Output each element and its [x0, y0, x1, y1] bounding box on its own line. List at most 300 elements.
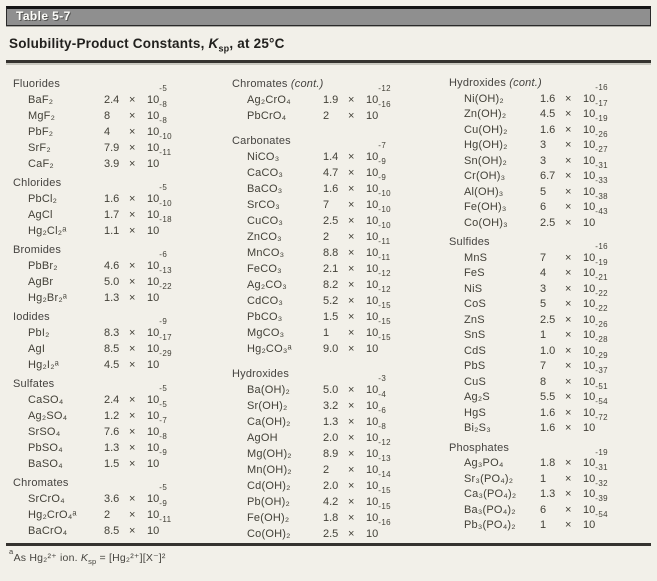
- times-sign: ×: [129, 110, 136, 122]
- ksp-mantissa: 8.8: [323, 247, 339, 259]
- times-sign: ×: [348, 384, 355, 396]
- compound-formula: Ba(OH)₂: [247, 384, 290, 396]
- compound-formula: Hg₂CO₃ᵃ: [247, 343, 292, 355]
- section-header: [13, 475, 229, 491]
- section-header: [449, 441, 657, 457]
- compound-formula: Co(OH)₂: [247, 528, 291, 540]
- compound-formula: Ca(OH)₂: [247, 416, 291, 428]
- ksp-mantissa: 1.6: [323, 183, 339, 195]
- ksp-base: 10: [366, 151, 379, 163]
- ksp-exponent: -33: [595, 176, 609, 185]
- ksp-value: [104, 182, 168, 207]
- page-title-text: Solubility-Product Constants,: [9, 36, 209, 51]
- section-header-cont: (cont.): [509, 77, 542, 89]
- ksp-mantissa: 5.0: [323, 384, 339, 396]
- times-sign: ×: [565, 391, 572, 403]
- section-header: [232, 133, 448, 149]
- ksp-mantissa: 1.6: [540, 422, 556, 434]
- ksp-base: 10: [366, 167, 379, 179]
- section-header: [13, 376, 229, 392]
- compound-formula: MnCO₃: [247, 247, 285, 259]
- times-sign: ×: [348, 400, 355, 412]
- times-sign: ×: [129, 260, 136, 272]
- compound-formula: SrF₂: [28, 142, 51, 154]
- ksp-base: 10: [147, 458, 160, 470]
- times-sign: ×: [565, 201, 572, 213]
- ksp-mantissa: 3.2: [323, 400, 339, 412]
- ksp-mantissa: 6.7: [540, 170, 556, 182]
- compound-formula: Pb(OH)₂: [247, 496, 290, 508]
- ksp-exponent: -8: [159, 431, 168, 441]
- times-sign: ×: [348, 110, 355, 122]
- ksp-mantissa: 3.6: [104, 493, 120, 505]
- ksp-base: 10: [366, 496, 379, 508]
- times-sign: ×: [348, 167, 355, 179]
- times-sign: ×: [129, 142, 136, 154]
- times-sign: ×: [129, 458, 136, 470]
- times-sign: ×: [565, 360, 572, 372]
- ksp-mantissa: 1.3: [104, 292, 120, 304]
- ksp-exponent: -13: [378, 453, 392, 463]
- footnote-ksp-subscript: sp: [88, 557, 97, 567]
- ksp-base: 10: [147, 426, 160, 438]
- ksp-exponent: -16: [595, 83, 609, 92]
- times-sign: ×: [565, 251, 572, 264]
- ksp-mantissa: 4.7: [323, 167, 339, 179]
- ksp-value: [323, 373, 387, 398]
- times-sign: ×: [348, 94, 355, 106]
- section-header: [232, 366, 448, 382]
- ksp-base: 10: [583, 298, 596, 310]
- ksp-mantissa: 1.0: [540, 344, 556, 357]
- ksp-exponent: -12: [378, 437, 392, 447]
- ksp-mantissa: 2.4: [104, 94, 120, 106]
- ksp-base: 10: [583, 329, 596, 341]
- ksp-exponent: -8: [159, 99, 168, 109]
- times-sign: ×: [129, 426, 136, 438]
- ksp-mantissa: 2.0: [323, 432, 339, 444]
- times-sign: ×: [348, 512, 355, 524]
- ksp-exponent: -11: [159, 514, 172, 524]
- compound-formula: SrCO₃: [247, 199, 280, 211]
- ksp-exponent: -3: [378, 373, 387, 383]
- times-sign: ×: [129, 292, 136, 304]
- ksp-exponent: -12: [378, 83, 392, 93]
- compound-formula: CoS: [464, 298, 486, 310]
- compound-formula: Fe(OH)₃: [464, 201, 507, 213]
- compound-formula: Ag₃PO₄: [464, 457, 504, 469]
- ksp-base: 10: [583, 92, 596, 105]
- ksp-base: 10: [147, 525, 160, 537]
- ksp-mantissa: 8.5: [104, 343, 120, 355]
- ksp-mantissa: 1: [540, 329, 547, 341]
- ksp-base: 10: [583, 488, 596, 500]
- ksp-base: 10: [147, 209, 160, 221]
- ksp-base: 10: [366, 384, 379, 396]
- section-header-label: Fluorides: [13, 78, 61, 90]
- compound-formula: CdS: [464, 344, 486, 357]
- ksp-mantissa: 5: [540, 298, 547, 310]
- ksp-base: 10: [583, 360, 596, 372]
- ksp-exponent: -9: [159, 498, 168, 508]
- times-sign: ×: [565, 267, 572, 279]
- times-sign: ×: [565, 282, 572, 295]
- ksp-value: [104, 249, 168, 274]
- compound-section: [232, 133, 448, 357]
- compound-formula: MgF₂: [28, 110, 56, 122]
- compound-formula: AgCl: [28, 209, 53, 221]
- ksp-exponent: -16: [378, 517, 392, 527]
- times-sign: ×: [348, 464, 355, 476]
- times-sign: ×: [565, 313, 572, 326]
- ksp-exponent: -8: [159, 115, 168, 125]
- ksp-exponent: -5: [159, 182, 168, 192]
- compound-section: [13, 76, 229, 172]
- ksp-exponent: -10: [378, 188, 392, 198]
- ksp-value: [540, 509, 609, 534]
- ksp-base: 10: [583, 391, 596, 403]
- ksp-exponent: -43: [595, 207, 609, 216]
- times-sign: ×: [348, 448, 355, 460]
- ksp-base: 10: [147, 193, 160, 205]
- compound-section: [232, 366, 448, 542]
- ksp-base: 10: [583, 375, 596, 388]
- ksp-exponent: -7: [378, 140, 387, 150]
- ksp-mantissa: 1: [540, 472, 547, 485]
- ksp-exponent: -14: [378, 469, 392, 479]
- section-header-label: Chlorides: [13, 177, 62, 189]
- ksp-exponent: -31: [595, 463, 609, 472]
- ksp-exponent: -5: [159, 83, 168, 93]
- compound-section: [449, 235, 657, 437]
- header-divider: [6, 60, 651, 63]
- ksp-mantissa: 1.8: [540, 457, 556, 469]
- times-sign: ×: [348, 231, 355, 243]
- ksp-value: [323, 140, 387, 165]
- compound-formula: CdCO₃: [247, 295, 284, 307]
- compound-formula: NiS: [464, 282, 483, 295]
- ksp-mantissa: 2: [323, 110, 330, 122]
- ksp-base: 10: [366, 311, 379, 323]
- ksp-value: [104, 514, 172, 539]
- table-body: [0, 76, 657, 542]
- ksp-base: 10: [583, 472, 596, 485]
- ksp-exponent: -12: [378, 284, 392, 294]
- ksp-base: 10: [583, 251, 596, 264]
- ksp-mantissa: 8: [104, 110, 111, 122]
- ksp-mantissa: 1: [540, 519, 547, 531]
- ksp-exponent: -27: [595, 145, 609, 154]
- compound-section: [13, 242, 229, 306]
- compound-formula: Mg(OH)₂: [247, 448, 292, 460]
- compound-formula: AgOH: [247, 432, 278, 444]
- ksp-base: 10: [366, 231, 379, 243]
- times-sign: ×: [129, 193, 136, 205]
- times-sign: ×: [129, 343, 136, 355]
- ksp-mantissa: 2.5: [540, 313, 556, 326]
- table-number-label: Table 5-7: [16, 9, 71, 23]
- compound-formula: Ag₂SO₄: [28, 410, 68, 422]
- ksp-mantissa: 2.0: [323, 480, 339, 492]
- times-sign: ×: [348, 432, 355, 444]
- compound-formula: CuS: [464, 375, 486, 388]
- times-sign: ×: [129, 410, 136, 422]
- times-sign: ×: [565, 139, 572, 151]
- times-sign: ×: [348, 247, 355, 259]
- ksp-mantissa: 5.2: [323, 295, 339, 307]
- ksp-base: 10: [147, 493, 160, 505]
- ksp-exponent: -15: [378, 316, 392, 326]
- section-header-label: Chromates: [13, 477, 69, 489]
- ksp-mantissa: 1.6: [540, 406, 556, 419]
- ksp-symbol: K: [208, 36, 219, 51]
- ksp-base: 10: [366, 263, 379, 275]
- times-sign: ×: [565, 422, 572, 434]
- times-sign: ×: [565, 503, 572, 516]
- ksp-exponent: -13: [159, 265, 173, 275]
- ksp-mantissa: 2.5: [323, 215, 339, 227]
- ksp-base: 10: [366, 215, 379, 227]
- times-sign: ×: [565, 344, 572, 357]
- times-sign: ×: [129, 158, 136, 170]
- ksp-base: 10: [583, 201, 596, 213]
- ksp-base: 10: [147, 359, 160, 371]
- ksp-mantissa: 3.9: [104, 158, 120, 170]
- section-header: [13, 76, 229, 92]
- ksp-exponent: -15: [378, 300, 392, 310]
- ksp-exponent: -10: [378, 204, 392, 214]
- times-sign: ×: [565, 488, 572, 500]
- ksp-value: [104, 83, 168, 108]
- ksp-exponent: -21: [595, 273, 609, 282]
- ksp-exponent: -54: [595, 509, 609, 519]
- ksp-mantissa: 2.5: [540, 216, 556, 229]
- table-title-bar: [6, 6, 651, 26]
- times-sign: ×: [348, 279, 355, 291]
- ksp-mantissa: 6: [540, 201, 547, 213]
- ksp-exponent: -15: [378, 501, 392, 511]
- ksp-base: 10: [366, 295, 379, 307]
- times-sign: ×: [129, 493, 136, 505]
- compound-formula: Fe(OH)₂: [247, 512, 290, 524]
- ksp-base: 10: [583, 123, 596, 136]
- compound-formula: BaCO₃: [247, 183, 283, 195]
- section-header: [232, 76, 448, 92]
- section-header-label: Sulfates: [13, 378, 55, 390]
- compound-section: [13, 475, 229, 539]
- ksp-base: 10: [366, 480, 379, 492]
- ksp-mantissa: 7: [323, 199, 330, 211]
- ksp-value: [540, 207, 609, 232]
- ksp-base: 10: [366, 448, 379, 460]
- ksp-exponent: -17: [159, 332, 173, 342]
- ksp-exponent: -38: [595, 191, 609, 201]
- times-sign: ×: [348, 215, 355, 227]
- ksp-exponent: -19: [595, 257, 609, 267]
- times-sign: ×: [129, 509, 136, 521]
- times-sign: ×: [129, 525, 136, 537]
- ksp-mantissa: 4.5: [540, 108, 556, 120]
- compound-formula: NiCO₃: [247, 151, 280, 163]
- times-sign: ×: [348, 151, 355, 163]
- compound-formula: Bi₂S₃: [464, 422, 491, 434]
- footnote-marker: a: [9, 546, 14, 556]
- compound-formula: SrCrO₄: [28, 493, 65, 505]
- ksp-exponent: -22: [159, 281, 173, 291]
- section-header: [449, 76, 657, 92]
- ksp-mantissa: 6: [540, 503, 547, 516]
- ksp-mantissa: 4.2: [323, 496, 339, 508]
- column-3: [449, 76, 657, 534]
- ksp-exponent: -6: [378, 405, 387, 415]
- compound-formula: PbF₂: [28, 126, 54, 138]
- compound-formula: FeS: [464, 267, 485, 279]
- ksp-base: 10: [583, 139, 596, 151]
- times-sign: ×: [565, 216, 572, 229]
- ksp-mantissa: 7.9: [104, 142, 120, 154]
- times-sign: ×: [129, 442, 136, 454]
- ksp-base: 10: [583, 108, 596, 120]
- compound-formula: CaCO₃: [247, 167, 284, 179]
- ksp-mantissa: 1.9: [323, 94, 339, 106]
- times-sign: ×: [348, 327, 355, 339]
- ksp-base: 10: [147, 142, 160, 154]
- compound-formula: Cr(OH)₃: [464, 170, 506, 182]
- section-header-label: Iodides: [13, 311, 50, 323]
- ksp-exponent: -8: [378, 421, 387, 431]
- ksp-exponent: -10: [378, 220, 392, 230]
- ksp-exponent: -5: [159, 482, 168, 492]
- compound-formula: SrSO₄: [28, 426, 61, 438]
- ksp-exponent: -31: [595, 160, 609, 170]
- ksp-mantissa: 1.5: [323, 311, 339, 323]
- ksp-mantissa: 1.2: [104, 410, 120, 422]
- ksp-base: 10: [147, 158, 160, 170]
- footnote: [9, 546, 166, 567]
- compound-formula: Zn(OH)₂: [464, 108, 507, 120]
- ksp-value: [104, 316, 168, 341]
- ksp-base: 10: [583, 185, 596, 198]
- compound-section: [13, 175, 229, 239]
- ksp-mantissa: 4: [540, 267, 547, 279]
- ksp-exponent: -9: [378, 156, 387, 166]
- section-header: [13, 309, 229, 325]
- ksp-mantissa: 2: [323, 231, 330, 243]
- compound-formula: Pb₃(PO₄)₂: [464, 519, 516, 531]
- ksp-mantissa: 8.3: [104, 327, 120, 339]
- section-header: [449, 235, 657, 251]
- times-sign: ×: [348, 263, 355, 275]
- ksp-base: 10: [366, 528, 379, 540]
- ksp-exponent: -5: [159, 383, 168, 393]
- times-sign: ×: [348, 528, 355, 540]
- ksp-exponent: -72: [595, 412, 609, 422]
- ksp-base: 10: [147, 327, 160, 339]
- ksp-base: 10: [147, 292, 160, 304]
- ksp-mantissa: 3: [540, 154, 547, 167]
- ksp-mantissa: 1: [323, 327, 330, 339]
- ksp-mantissa: 1.4: [323, 151, 339, 163]
- ksp-base: 10: [366, 343, 379, 355]
- times-sign: ×: [129, 94, 136, 106]
- ksp-mantissa: 1.5: [104, 458, 120, 470]
- ksp-base: 10: [147, 509, 160, 521]
- compound-formula: CaSO₄: [28, 394, 64, 406]
- ksp-exponent: -11: [159, 147, 172, 157]
- times-sign: ×: [129, 276, 136, 288]
- ksp-base: 10: [366, 327, 379, 339]
- ksp-exponent: -26: [595, 129, 609, 139]
- times-sign: ×: [565, 170, 572, 182]
- ksp-exponent: -26: [595, 319, 609, 329]
- ksp-base: 10: [366, 512, 379, 524]
- ksp-mantissa: 4.6: [104, 260, 120, 272]
- ksp-base: 10: [366, 432, 379, 444]
- compound-formula: PbCrO₄: [247, 110, 287, 122]
- compound-formula: Hg₂I₂ᵃ: [28, 359, 59, 371]
- ksp-exponent: -16: [378, 99, 392, 109]
- ksp-base: 10: [147, 110, 160, 122]
- ksp-base: 10: [147, 394, 160, 406]
- ksp-mantissa: 2.1: [323, 263, 339, 275]
- ksp-exponent: -37: [595, 366, 609, 375]
- footnote-text: As Hg₂²⁺ ion.: [13, 552, 81, 564]
- ksp-exponent: -9: [159, 316, 168, 326]
- ksp-exponent: -17: [595, 98, 609, 108]
- compound-formula: Ba₃(PO₄)₂: [464, 503, 516, 516]
- ksp-exponent: -12: [378, 268, 392, 278]
- ksp-value: [104, 115, 168, 140]
- compound-formula: AgI: [28, 343, 46, 355]
- times-sign: ×: [565, 329, 572, 341]
- ksp-mantissa: 9.0: [323, 343, 339, 355]
- ksp-base: 10: [366, 416, 379, 428]
- ksp-mantissa: 8.5: [104, 525, 120, 537]
- compound-formula: Co(OH)₃: [464, 216, 508, 229]
- ksp-mantissa: 1.3: [323, 416, 339, 428]
- ksp-base: 10: [366, 199, 379, 211]
- ksp-value: [323, 332, 392, 357]
- ksp-base: 10: [583, 406, 596, 419]
- times-sign: ×: [348, 183, 355, 195]
- compound-section: [232, 76, 448, 124]
- ksp-exponent: -51: [595, 381, 609, 391]
- compound-formula: MgCO₃: [247, 327, 285, 339]
- ksp-base: 10: [583, 503, 596, 516]
- ksp-exponent: -22: [595, 288, 609, 298]
- ksp-mantissa: 7: [540, 360, 547, 372]
- ksp-exponent: -54: [595, 397, 609, 406]
- ksp-mantissa: 5: [540, 185, 547, 198]
- ksp-value: [104, 482, 168, 507]
- compound-formula: BaCrO₄: [28, 525, 68, 537]
- times-sign: ×: [565, 375, 572, 388]
- times-sign: ×: [348, 343, 355, 355]
- ksp-mantissa: 4: [104, 126, 111, 138]
- times-sign: ×: [565, 108, 572, 120]
- compound-section: [13, 309, 229, 373]
- compound-formula: Hg₂Br₂ᵃ: [28, 292, 68, 304]
- ksp-exponent: -28: [595, 335, 609, 344]
- ksp-base: 10: [366, 94, 379, 106]
- ksp-base: 10: [366, 247, 379, 259]
- ksp-exponent: -16: [595, 242, 609, 251]
- section-header: [13, 175, 229, 191]
- section-header-cont: (cont.): [290, 78, 324, 90]
- page-title-suffix: , at 25°C: [229, 36, 285, 51]
- ksp-base: 10: [147, 442, 160, 454]
- column-2: [232, 76, 448, 542]
